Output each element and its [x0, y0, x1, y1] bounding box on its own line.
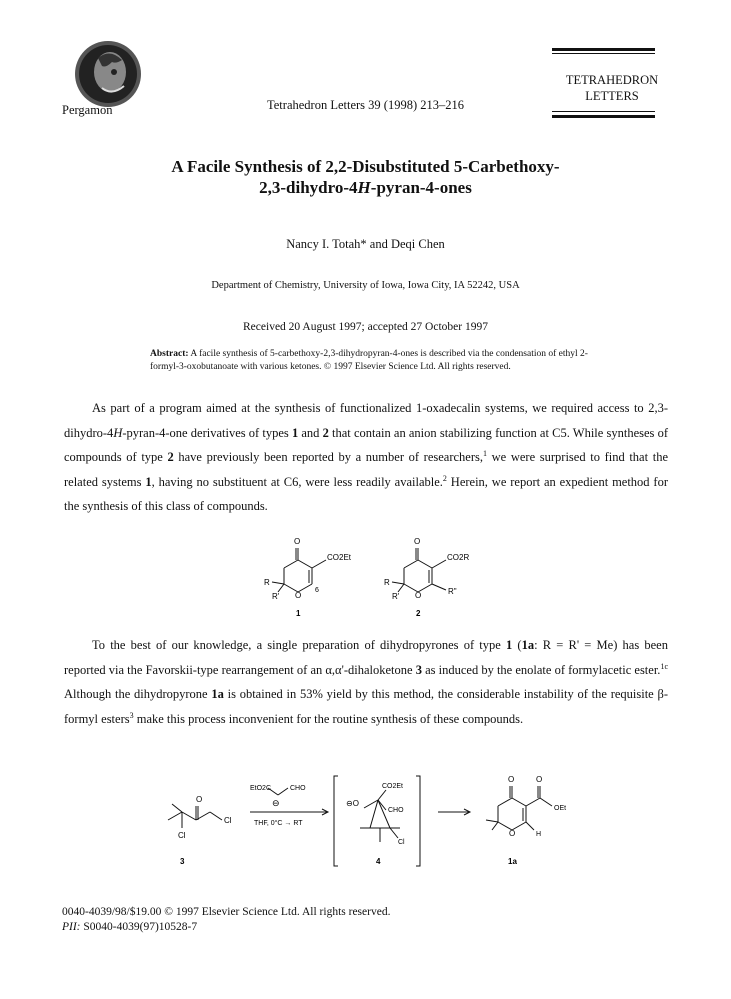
- text: As part of a program aimed at the synthesis of functionalized 1-oxadecalin systems, we required access to 2,3-dihydro-4: [64, 401, 668, 440]
- reference-link[interactable]: 1c: [660, 661, 668, 671]
- body-paragraph: [64, 396, 668, 519]
- pii-value: S0040-4039(97)10528-7: [80, 921, 198, 933]
- compound-label: 3: [180, 857, 185, 866]
- text: is obtained in 53% yield by this method, the considerable instability of the requisite β-formyl esters: [64, 687, 669, 726]
- ring-o-label: O: [415, 591, 422, 600]
- affiliation: Department of Chemistry, University of Iowa, Iowa City, IA 52242, USA: [211, 280, 520, 291]
- compound-label: 1a: [508, 857, 517, 866]
- ketone-o-label: O: [414, 537, 421, 546]
- position-label: 6: [315, 587, 319, 594]
- reagent-label: CHO: [290, 785, 306, 792]
- ester-label: CO2R: [447, 553, 470, 562]
- ring-o-label: O: [295, 591, 302, 600]
- title-line: A Facile Synthesis of 2,2-Disubstituted 5-Carbethoxy-: [171, 157, 560, 176]
- enolate-charge-label: ⊖: [272, 798, 280, 808]
- r-prime-label: R': [272, 592, 280, 601]
- pii-label: PII:: [62, 921, 81, 933]
- abstract-text: A facile synthesis of 5-carbethoxy-2,3-dihydropyran-4-ones is described via the condensation of ethyl 2-formyl-3-oxobutanoate with various ketones. © 1997 Elsevier Science Ltd. All rights reserved.: [150, 349, 588, 372]
- conditions-label: THF, 0°C → RT: [254, 820, 303, 827]
- abstract-label: Abstract:: [150, 349, 189, 359]
- journal-name-line: TETRAHEDRON: [565, 73, 659, 87]
- ester-label: CO2Et: [327, 553, 352, 562]
- hydrogen-label: H: [536, 831, 542, 838]
- title-italic: H: [357, 178, 371, 197]
- abstract: [150, 348, 590, 374]
- text: Herein, we report an expedient method for the synthesis of this class of compounds.: [64, 474, 669, 513]
- text: make this process inconvenient for the routine synthesis of these compounds.: [133, 711, 524, 726]
- alkoxide-label: ⊖O: [346, 799, 359, 808]
- journal-name: [552, 72, 672, 104]
- text: -pyran-4-one derivatives of types: [122, 425, 292, 440]
- text: : R = R' = Me) has been reported via the Favorskii-type rearrangement of an α,α'-dihaloketone: [64, 638, 668, 677]
- compound-label: 1: [296, 609, 301, 618]
- reaction-scheme: [150, 768, 590, 878]
- compound-ref: 1a: [211, 687, 224, 701]
- chlorine-label: Cl: [224, 816, 232, 825]
- title-text: 2,3-dihydro-4: [259, 178, 358, 197]
- pii-line: [62, 920, 390, 935]
- authors: Nancy I. Totah* and Deqi Chen: [286, 237, 445, 251]
- text: Although the dihydropyrone: [64, 687, 212, 701]
- r-prime-label: R': [392, 592, 400, 601]
- text: that contain an anion stabilizing function at C5. While syntheses of compounds of type: [64, 425, 668, 464]
- footer: [62, 905, 390, 935]
- title-text: -pyran-4-ones: [370, 178, 472, 197]
- header-rule: [552, 48, 655, 51]
- article-title: [90, 156, 641, 198]
- text: , having no substituent at C6, were less readily available.: [151, 474, 443, 489]
- compound-ref: 1: [291, 425, 299, 440]
- r-label: R: [264, 578, 270, 587]
- text: have previously been reported by a number of researchers,: [173, 450, 483, 464]
- text: we were surprised to find that the related systems: [64, 450, 668, 489]
- text: as induced by the enolate of formylacetic ester.: [421, 662, 661, 677]
- reference-link[interactable]: 2: [442, 473, 447, 483]
- ketone-o-label: O: [508, 775, 515, 784]
- ring-o-label: O: [509, 829, 516, 838]
- ester-label: CO2Et: [382, 783, 404, 790]
- chlorine-label: Cl: [178, 831, 186, 840]
- body-paragraph: [64, 633, 668, 731]
- compound-ref: 3: [415, 662, 422, 677]
- reagent-label: EtO2C: [250, 785, 272, 792]
- chlorine-label: Cl: [398, 839, 405, 846]
- journal-name-line: LETTERS: [585, 89, 639, 103]
- ethoxy-label: OEt: [554, 805, 567, 812]
- compound-label: 2: [416, 609, 421, 618]
- compound-ref: 1: [506, 638, 513, 652]
- header-rule: [552, 53, 655, 54]
- text: and: [298, 425, 323, 440]
- ketone-o-label: O: [294, 537, 301, 546]
- structures-1-2: [250, 532, 480, 622]
- r-label: R: [384, 578, 390, 587]
- publisher-name: Pergamon: [62, 103, 113, 117]
- text: (: [512, 638, 522, 652]
- ketone-o-label: O: [196, 795, 203, 804]
- copyright-line: 0040-4039/98/$19.00 © 1997 Elsevier Science Ltd. All rights reserved.: [62, 906, 391, 918]
- compound-ref: 1a: [521, 638, 535, 652]
- header-rule: [552, 115, 655, 118]
- compound-label: 4: [376, 857, 381, 866]
- r-double-prime-label: R": [448, 587, 457, 596]
- reference-link[interactable]: 1: [483, 448, 487, 458]
- compound-ref: 2: [322, 425, 329, 440]
- received-dates: Received 20 August 1997; accepted 27 October 1997: [243, 321, 488, 333]
- compound-ref: 2: [167, 450, 174, 464]
- aldehyde-label: CHO: [388, 807, 404, 814]
- text: H: [113, 425, 123, 440]
- text: To the best of our knowledge, a single preparation of dihydropyrones of type: [92, 638, 506, 652]
- title-line: [90, 177, 641, 198]
- compound-ref: 1: [145, 474, 152, 489]
- reference-link[interactable]: 3: [129, 710, 134, 720]
- journal-citation: Tetrahedron Letters 39 (1998) 213–216: [267, 98, 464, 112]
- header-rule: [552, 111, 655, 112]
- ester-o-label: O: [536, 775, 543, 784]
